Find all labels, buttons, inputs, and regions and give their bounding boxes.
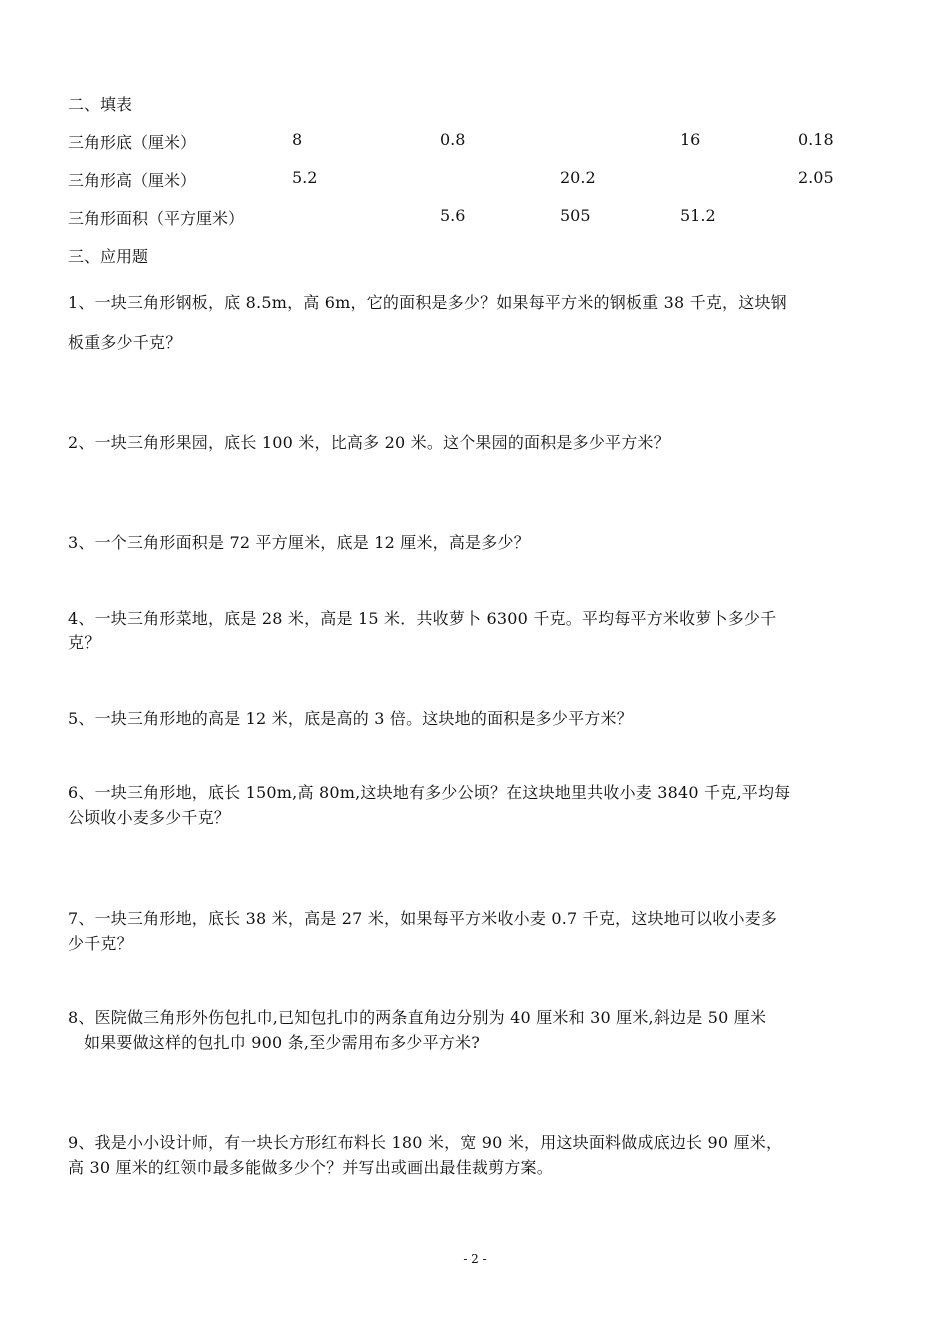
table-cell: 5.2: [292, 168, 318, 187]
row-label-area: 三角形面积（平方厘米）: [68, 209, 245, 228]
question-text: 板重多少千克？: [68, 333, 182, 352]
row-label-height: 三角形高（厘米）: [68, 171, 197, 190]
question-text: 5、一块三角形地的高是 12 米，底是高的 3 倍。这块地的面积是多少平方米？: [68, 709, 633, 728]
question-text: 4、一块三角形菜地，底是 28 米，高是 15 米．共收萝卜 6300 千克。平均每平方米收萝卜多少千: [68, 609, 777, 628]
question-text: 如果要做这样的包扎巾 900 条,至少需用布多少平方米?: [84, 1033, 480, 1052]
question-text: 少千克？: [68, 934, 133, 953]
table-cell: 0.8: [440, 130, 466, 149]
question-text: 7、一块三角形地，底长 38 米，高是 27 米，如果每平方米收小麦 0.7 千克，这块地可以收小麦多: [68, 909, 778, 928]
question-text: 2、一块三角形果园，底长 100 米，比高多 20 米。这个果园的面积是多少平方米？: [68, 433, 670, 452]
question-text: 3、一个三角形面积是 72 平方厘米，底是 12 厘米，高是多少？: [68, 533, 530, 552]
table-cell: 0.18: [798, 130, 834, 149]
table-cell: 505: [560, 206, 591, 225]
table-cell: 51.2: [680, 206, 716, 225]
question-text: 高 30 厘米的红领巾最多能做多少个？并写出或画出最佳裁剪方案。: [68, 1158, 553, 1177]
table-cell: 2.05: [798, 168, 834, 187]
section-heading-word-problems: 三、应用题: [68, 247, 149, 266]
table-cell: 5.6: [440, 206, 466, 225]
question-text: 9、我是小小设计师，有一块长方形红布料长 180 米，宽 90 米，用这块面料做成底边长 90 厘米，: [68, 1133, 783, 1152]
question-text: 公顷收小麦多少千克？: [68, 808, 231, 827]
table-cell: 20.2: [560, 168, 596, 187]
question-text: 1、一块三角形钢板，底 8.5m，高 6m，它的面积是多少？如果每平方米的钢板重 38 千克，这块钢: [68, 293, 787, 312]
question-text: 克？: [68, 633, 101, 652]
question-text: 8、医院做三角形外伤包扎巾,已知包扎巾的两条直角边分别为 40 厘米和 30 厘米,斜边是 50 厘米: [68, 1008, 767, 1027]
table-cell: 16: [680, 130, 701, 149]
section-heading-fill-table: 二、填表: [68, 95, 133, 114]
question-text: 6、一块三角形地，底长 150m,高 80m,这块地有多少公顷？在这块地里共收小麦 3840 千克,平均每: [68, 783, 791, 802]
page-number: - 2 -: [463, 1252, 487, 1266]
row-label-base: 三角形底（厘米）: [68, 133, 197, 152]
table-cell: 8: [292, 130, 303, 149]
